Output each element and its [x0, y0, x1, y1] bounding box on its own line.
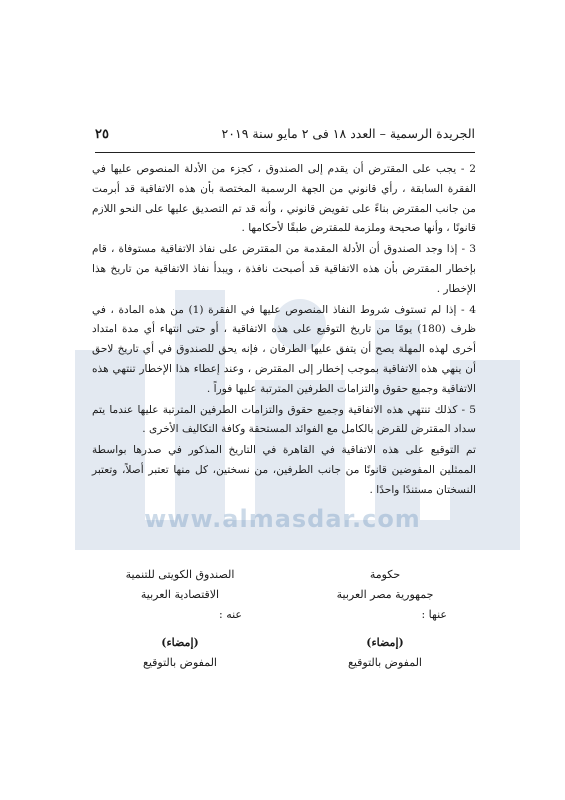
for-label: عنها :: [421, 608, 447, 621]
party-line2: الاقتصادية العربية: [140, 588, 220, 601]
paragraph-4: 4 - إذا لم تستوف شروط النفاذ المنصوص عليها في الفقرة (1) من هذه المادة ، في ظرف (180) يومًا من تاريخ التوقيع على هذه الاتفاقية ، أو حتى انتهاء أي مدة امتداد أخرى لهذه المهلة يصح أن يتفق عليها الطرفان ، فإنه يحق للصندوق في أي تاريخ لاحق أن ينهي هذه الاتفاقية بموجب إخطار إلى المقترض ، وعند إعطاء هذا الإخطار تنتهي هذه الاتفاقية وجميع حقوق والتزامات الطرفين المترتبة عليها فوراً .: [92, 303, 476, 395]
signatory-role: المفوض بالتوقيع: [347, 656, 422, 669]
header-title: الجريدة الرسمية – العدد ١٨ فى ٢ مايو سنة ٢٠١٩: [221, 126, 475, 141]
agreement-body: [92, 160, 476, 502]
signature-mark: (إمضاء): [366, 636, 404, 649]
for-label: عنه :: [219, 608, 242, 621]
paragraph-3: 3 - إذا وجد الصندوق أن الأدلة المقدمة من المقترض على نفاذ الاتفاقية مستوفاة ، قام بإخطار المقترض بأن هذه الاتفاقية قد أصبحت نافذة ، ويبدأ نفاذ الاتفاقية من تاريخ هذا الإخطار .: [92, 243, 476, 295]
watermark-url: www.almasdar.com: [144, 505, 421, 533]
party-line1: الصندوق الكويتى للتنمية: [125, 568, 235, 581]
signature-mark: (إمضاء): [161, 636, 199, 649]
signature-kuwait-fund: [110, 565, 250, 673]
paragraph-5: 5 - كذلك تنتهي هذه الاتفاقية وجميع حقوق والتزامات الطرفين المترتبة عليها عندما يتم سداد المقترض للقرض بالكامل مع الفوائد المستحقة وكافة التكاليف الأخرى .: [92, 403, 476, 436]
page-number: ٢٥: [95, 127, 109, 142]
signatory-role: المفوض بالتوقيع: [142, 656, 217, 669]
signature-egypt: [315, 565, 455, 673]
header-divider: [95, 152, 475, 153]
party-line2: جمهورية مصر العربية: [336, 588, 434, 601]
signing-clause: تم التوقيع على هذه الاتفاقية في القاهرة في التاريخ المذكور في صدرها بواسطة الممثلين المفوضين قانونًا من جانب الطرفين، من نسختين، كل منها تعتبر أصلاً، وتعتبر النسختان مستندًا واحدًا .: [92, 444, 476, 496]
party-line1: حكومة: [369, 568, 401, 581]
page-header: [95, 126, 475, 142]
paragraph-2: 2 - يجب على المقترض أن يقدم إلى الصندوق ، كجزء من الأدلة المنصوص عليها في الفقرة السابقة ، رأي قانوني من الجهة الرسمية المختصة بأن هذه الاتفاقية قد أبرمت من جانب المقترض بناءً على تفويض قانوني ، وأنه قد تم التصديق عليها على النحو اللازم قانونًا ، وأنها صحيحة وملزمة للمقترض طبقًا لأحكامها .: [92, 163, 476, 235]
signature-block: [110, 565, 455, 673]
